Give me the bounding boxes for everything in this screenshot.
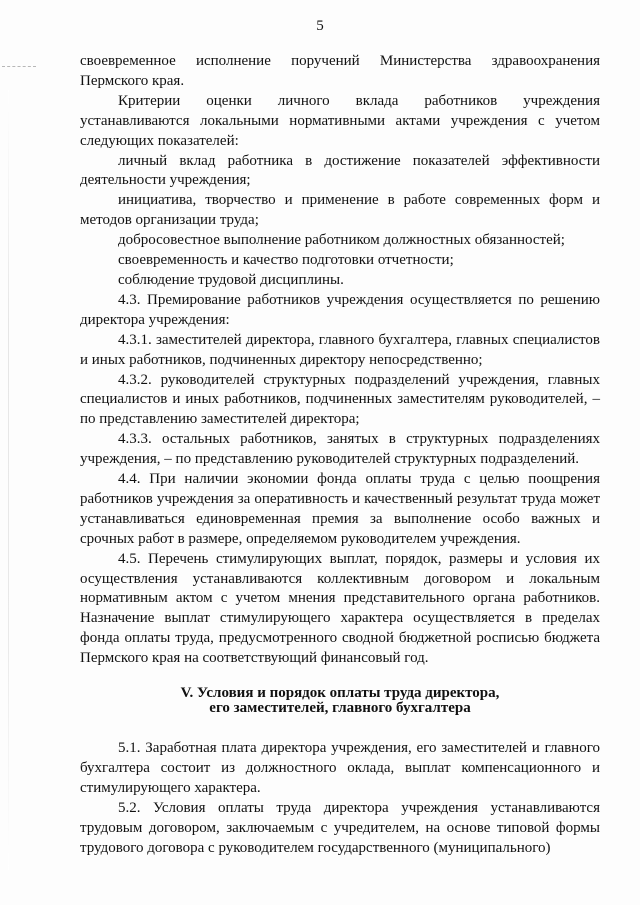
paragraph: добросовестное выполнение работником должностных обязанностей;	[118, 232, 565, 249]
section-title-line: его заместителей, главного бухгалтера	[209, 700, 471, 717]
section-title-line: V. Условия и порядок оплаты труда директора,	[180, 685, 500, 702]
paragraph: 4.5. Перечень стимулирующих выплат, порядок, размеры и условия их осуществления устанавливаются коллективным договором и локальным нормативным актом с учетом мнения представительного органа работников. Назначение выплат стимулирующего характера осуществляется в пределах фонда оплаты труда, предусмотренного сводной бюджетной росписью бюджета Пермского края на соответствующий финансовый год.	[80, 550, 600, 667]
paragraph: своевременность и качество подготовки отчетности;	[118, 252, 454, 269]
paragraph: 4.3.3. остальных работников, занятых в структурных подразделениях учреждения, – по представлению руководителей структурных подразделений.	[80, 431, 600, 468]
section-title	[80, 686, 600, 716]
paragraph: 5.2. Условия оплаты труда директора учреждения устанавливаются трудовым договором, заключаемым с учредителем, на основе типовой формы трудового договора с руководителем государственного (муниципального)	[80, 799, 600, 856]
paragraph: своевременное исполнение поручений Министерства здравоохранения Пермского края.	[80, 53, 600, 89]
paragraph: Критерии оценки личного вклада работников учреждения устанавливаются локальными нормативными актами учреждения с учетом следующих показателей:	[80, 92, 600, 149]
scan-edge-line	[8, 90, 9, 870]
margin-mark	[2, 66, 36, 69]
paragraph: инициатива, творчество и применение в работе современных форм и методов организации труда;	[80, 192, 600, 229]
paragraph: соблюдение трудовой дисциплины.	[118, 271, 344, 288]
paragraph: 5.1. Заработная плата директора учреждения, его заместителей и главного бухгалтера состоит из должностного оклада, выплат компенсационного и стимулирующего характера.	[80, 740, 600, 796]
paragraph: 4.3.2. руководителей структурных подразделений учреждения, главных специалистов и иных работников, подчиненных заместителям руководителей, – по представлению заместителей директора;	[80, 371, 600, 428]
paragraph: личный вклад работника в достижение показателей эффективности деятельности учреждения;	[80, 152, 600, 189]
paragraph: 4.3. Премирование работников учреждения осуществляется по решению директора учреждения:	[80, 291, 600, 328]
page-number: 5	[316, 18, 324, 34]
paragraph: 4.3.1. заместителей директора, главного бухгалтера, главных специалистов и иных работников, подчиненных директору непосредственно;	[80, 331, 600, 368]
document-body	[80, 52, 600, 859]
paragraph: 4.4. При наличии экономии фонда оплаты труда с целью поощрения работников учреждения за оперативность и качественный результат труда может устанавливаться единовременная премия за выполнение особо важных и срочных работ в размере, определяемом руководителем учреждения.	[80, 471, 600, 547]
